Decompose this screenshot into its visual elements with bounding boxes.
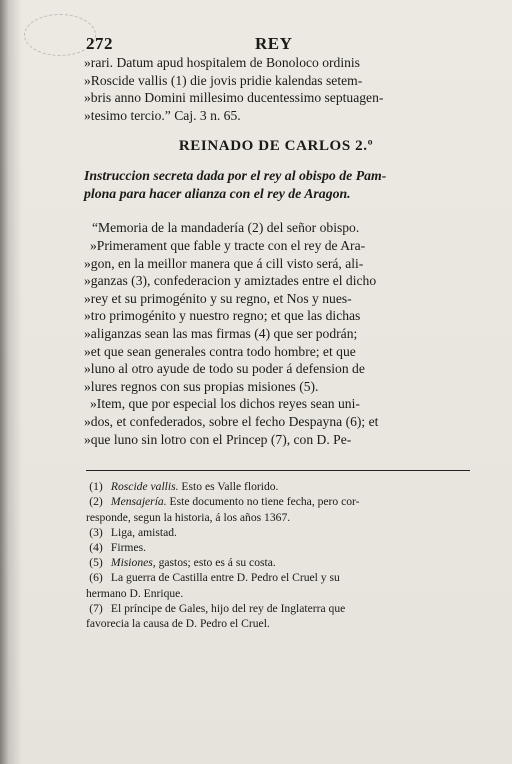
document-title-line: Instruccion secreta dada por el rey al obispo de Pam- — [84, 168, 387, 184]
page-content — [84, 34, 468, 631]
footnote-text: Firmes. — [110, 540, 147, 554]
footnote-term: Misiones, — [110, 556, 156, 570]
footnote-text: gastos; esto es á su costa. — [155, 556, 276, 570]
intro-line: »rari. Datum apud hospitalem de Bonoloco ordinis — [84, 55, 360, 70]
footnote-term: Mensajería. — [110, 495, 167, 509]
footnote-text: Esto es Valle florido. — [178, 480, 279, 494]
footnote-item — [84, 540, 468, 555]
footnote-text: Liga, amistad. — [110, 525, 177, 539]
body-line: »gon, en la meillor manera que á cill visto será, ali- — [84, 255, 364, 271]
running-head: REY — [255, 34, 293, 53]
intro-line: »tesimo tercio.” Caj. 3 n. 65. — [84, 107, 241, 123]
page-number: 272 — [86, 34, 113, 53]
footnotes — [84, 479, 468, 631]
footnote-marker: (7) — [89, 601, 103, 615]
binding-shadow — [0, 0, 22, 764]
body-line: »rey et su primogénito y su regno, et Nos y nues- — [84, 290, 352, 306]
footnote-term: Roscide vallis. — [110, 480, 179, 494]
footnote-continuation — [84, 510, 468, 525]
footnote-item — [84, 525, 468, 540]
body-line: »aliganzas sean las mas firmas (4) que ser podrán; — [84, 325, 358, 341]
footnote-marker: (6) — [89, 571, 103, 585]
intro-line: »bris anno Domini millesimo ducentessimo septuagen- — [84, 90, 384, 106]
document-title — [84, 167, 468, 203]
footnote-divider — [86, 470, 470, 471]
footnote-marker: (3) — [89, 525, 103, 539]
footnote-text: El príncipe de Gales, hijo del rey de Inglaterra que — [110, 601, 346, 615]
footnote-continuation — [84, 616, 468, 631]
document-title-line: plona para hacer alianza con el rey de Aragon. — [84, 186, 351, 202]
body-line: »tro primogénito y nuestro regno; et que las dichas — [84, 308, 361, 324]
intro-paragraph — [84, 54, 468, 124]
footnote-text: Este documento no tiene fecha, pero cor- — [166, 495, 360, 509]
body-line: »et que sean generales contra todo hombre; et que — [84, 343, 356, 359]
footnote-text: hermano D. Enrique. — [86, 586, 184, 600]
body-line: »lures regnos con sus propias misiones (5). — [84, 378, 319, 394]
footnote-text: favorecia la causa de D. Pedro el Cruel. — [86, 616, 270, 630]
body-line: »ganzas (3), confederacion y amiztades entre el dicho — [84, 273, 377, 289]
body-line: »dos, et confederados, sobre el fecho Despayna (6); et — [84, 413, 379, 429]
body-line: »Item, que por especial los dichos reyes sean uni- — [90, 396, 360, 412]
body-text — [84, 219, 468, 448]
footnote-text: La guerra de Castilla entre D. Pedro el Cruel y su — [110, 571, 340, 585]
body-line: »Primerament que fable y tracte con el rey de Ara- — [90, 237, 366, 253]
page-header — [84, 34, 468, 54]
footnote-continuation — [84, 586, 468, 601]
footnote-item — [84, 479, 468, 494]
footnote-text: responde, segun la historia, á los años 1367. — [86, 510, 291, 524]
footnote-item — [84, 601, 468, 616]
body-line: “Memoria de la mandadería (2) del señor obispo. — [92, 220, 360, 236]
footnote-marker: (2) — [89, 495, 103, 509]
body-line: »que luno sin lotro con el Princep (7), con D. Pe- — [84, 431, 352, 447]
intro-line: »Roscide vallis (1) die jovis pridie kalendas setem- — [84, 72, 363, 88]
footnote-marker: (1) — [89, 480, 103, 494]
footnote-marker: (5) — [89, 556, 103, 570]
footnote-marker: (4) — [89, 540, 103, 554]
footnote-item — [84, 494, 468, 509]
footnote-item — [84, 570, 468, 585]
footnote-item — [84, 555, 468, 570]
body-line: »luno al otro ayude de todo su poder á defension de — [84, 361, 365, 377]
section-title: REINADO DE CARLOS 2.º — [178, 138, 374, 155]
